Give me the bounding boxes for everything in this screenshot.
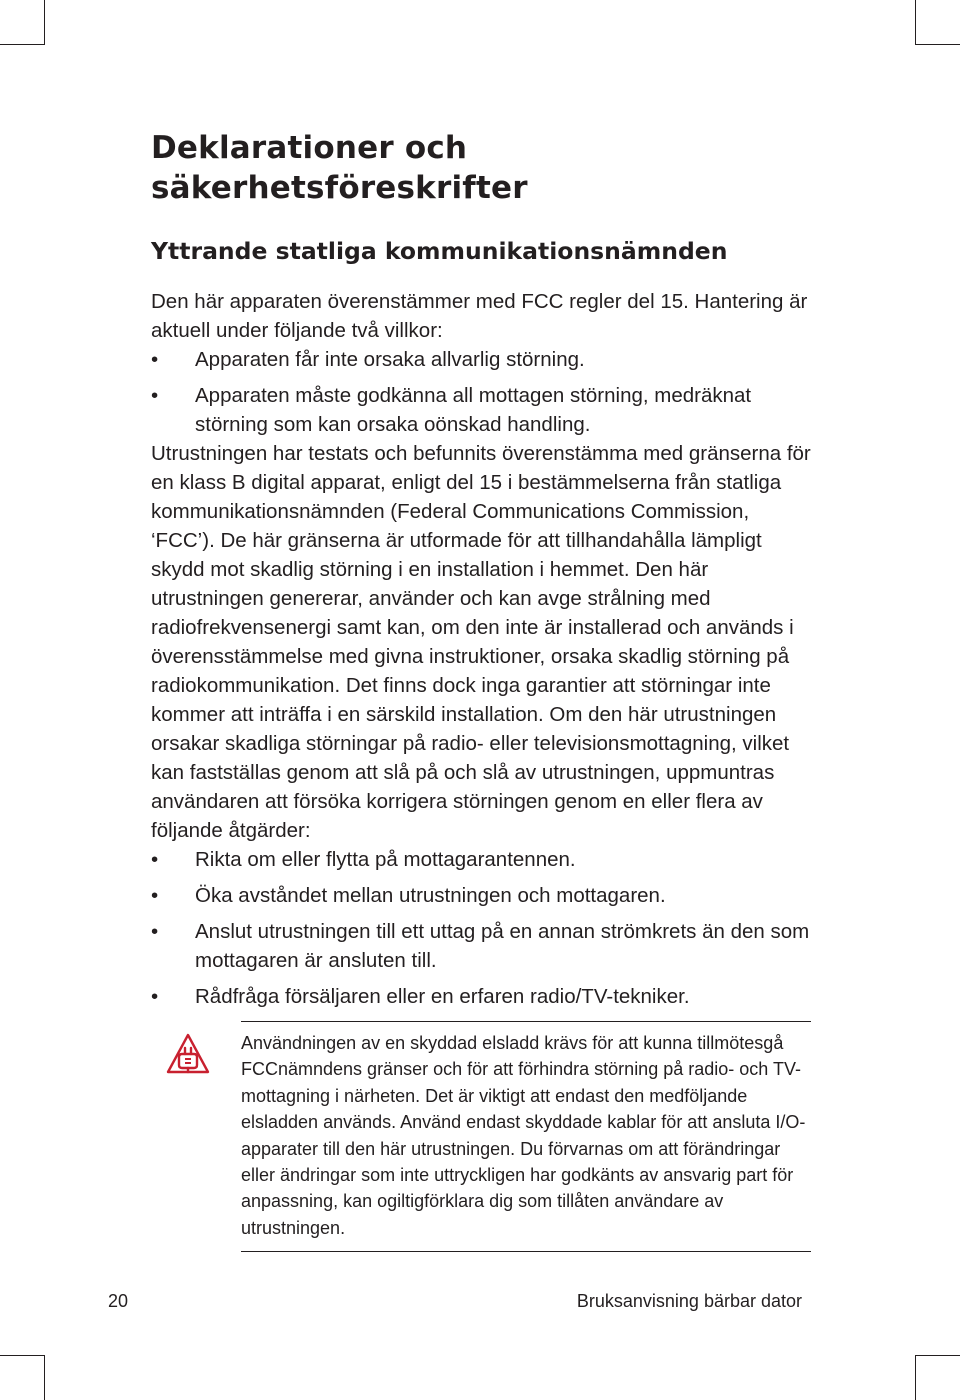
page-title <box>151 128 811 208</box>
page-title-line1: Deklarationer och <box>151 130 468 166</box>
bullet-icon: • <box>151 920 159 943</box>
list-item-text: Apparaten måste godkänna all mottagen störning, medräknat störning som kan orsaka oönskad handling. <box>195 384 752 436</box>
bullet-icon: • <box>151 348 159 371</box>
list-item-text: Rikta om eller flytta på mottagarantennen. <box>195 848 576 871</box>
list-item <box>151 982 811 1011</box>
body-paragraph: Utrustningen har testats och befunnits överenstämma med gränserna för en klass B digital apparat, enligt del 15 i bestämmelserna från statliga kommunikationsnämnden (Federal Communications Commission, ‘FCC’). De här gränserna är utformade för att tillhandahålla lämpligt skydd mot skadlig störning i en installation i hemmet. Den här utrustningen genererar, använder och kan avge strålning med radiofrekvensenergi samt kan, om den inte är installerad och används i överensstämmelse med givna instruktioner, orsaka skadlig störning på radiokommunikation. Det finns dock inga garantier att störningar inte kommer att inträffa i en särskild installation. Om den här utrustningen orsakar skadliga störningar på radio- eller televisionsmottagning, vilket kan fastställas genom att slå på och slå av utrustningen, uppmuntras användaren att försöka korrigera störningen genom en eller flera av följande åtgärder: <box>151 442 811 842</box>
list-item-text: Öka avståndet mellan utrustningen och mottagaren. <box>195 884 666 907</box>
intro-paragraph: Den här apparaten överenstämmer med FCC regler del 15. Hantering är aktuell under följande två villkor: <box>151 290 808 342</box>
crop-mark <box>915 44 960 45</box>
bullet-icon: • <box>151 985 159 1008</box>
list-item <box>151 917 811 975</box>
list-item <box>151 881 811 910</box>
list-item <box>151 345 811 374</box>
manual-title: Bruksanvisning bärbar dator <box>576 1291 802 1311</box>
crop-mark <box>0 1355 45 1356</box>
list-item-text: Anslut utrustningen till ett uttag på en annan strömkrets än den som mottagaren är ansluten till. <box>195 920 810 972</box>
warning-icon <box>165 1032 211 1078</box>
bullet-icon: • <box>151 884 159 907</box>
warning-text: Användningen av en skyddad elsladd krävs för att kunna tillmötesgå FCCnämndens gränser och för att förhindra störning på radio- och TV-mottagning i närheten. Det är viktigt att endast den medföljande elsladden används. Använd endast skyddade kablar för att ansluta I/O-apparater till den här utrustningen. Du förvarnas om att förändringar eller ändringar som inte uttryckligen har godkänts av ansvarig part för anpassning, kan ogiltigförklara dig som tillåten användare av utrustningen. <box>241 1033 806 1238</box>
bullet-icon: • <box>151 848 159 871</box>
crop-mark <box>44 0 45 45</box>
crop-mark <box>0 44 45 45</box>
page-content <box>151 128 811 1252</box>
list-item <box>151 845 811 874</box>
crop-mark <box>44 1355 45 1400</box>
list-item-text: Apparaten får inte orsaka allvarlig störning. <box>195 348 585 371</box>
crop-mark <box>915 0 916 45</box>
warning-note <box>241 1021 811 1252</box>
measures-list <box>151 845 811 1011</box>
crop-mark <box>915 1355 960 1356</box>
list-item-text: Rådfråga försäljaren eller en erfaren radio/TV-tekniker. <box>195 985 690 1008</box>
conditions-list <box>151 345 811 439</box>
page-title-line2: säkerhetsföreskrifter <box>151 170 528 206</box>
bullet-icon: • <box>151 384 159 407</box>
page-number: 20 <box>108 1291 129 1311</box>
list-item <box>151 381 811 439</box>
section-heading: Yttrande statliga kommunikationsnämnden <box>151 237 728 265</box>
crop-mark <box>915 1355 916 1400</box>
